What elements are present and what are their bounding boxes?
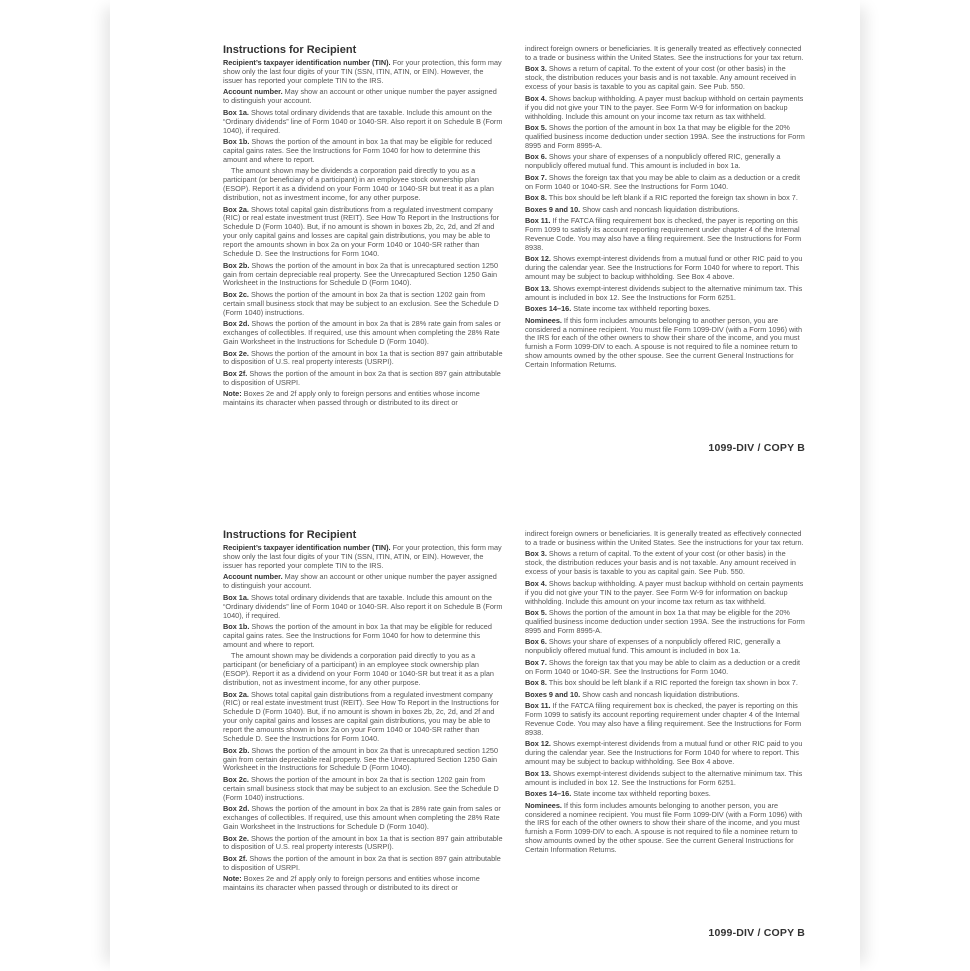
esop-paragraph: The amount shown may be dividends a corporation paid directly to you as a participant (or beneficiary of a participant) in an employee stock ownership plan (ESOP). Report it as a dividend on your Form 1040 or 1040-SR but treat it as a plan distribution, not as investment income, for any other purpose. — [223, 166, 494, 203]
box-7-paragraph: Box 7. Shows the foreign tax that you may be able to claim as a deduction or a credit on Form 1040 or 1040-SR. See the Instructions for Form 1040. — [525, 657, 801, 676]
box-13-paragraph: Box 13. Shows exempt-interest dividends subject to the alternative minimum tax. This amount is included in box 12. See the Instructions for Form 6251. — [525, 768, 803, 787]
nominees-paragraph: Nominees. If this form includes amounts belonging to another person, you are considered a nominee recipient. You must file Form 1099-DIV (with a Form 1096) with the IRS for each of the other owners to show their share of the income, and you must furnish a Form 1099-DIV to each. A spouse is not required to file a nominee return to show amounts owned by the other spouse. See the current General Instructions for Certain Information Returns. — [525, 800, 803, 855]
right-column — [525, 530, 805, 858]
box-1b-paragraph: Box 1b. Shows the portion of the amount in box 1a that may be eligible for reduced capital gains rates. See the Instructions for Form 1040 for how to determine this amount and where to report. — [223, 137, 492, 164]
continuation-paragraph: indirect foreign owners or beneficiaries. It is generally treated as effectively connected to a trade or business within the United States. See the instructions for your tax return. — [525, 529, 804, 547]
instructions-title: Instructions for Recipient — [223, 44, 357, 56]
box-2d-paragraph: Box 2d. Shows the portion of the amount in box 2a that is 28% rate gain from sales or exchanges of collectibles. If required, use this amount when completing the 28% Rate Gain Worksheet in the Instructions for Schedule D (Form 1040). — [223, 804, 501, 832]
box-2e-paragraph: Box 2e. Shows the portion of the amount in box 1a that is section 897 gain attributable to disposition of U.S. real property interests (USRPI). — [223, 833, 503, 852]
box-1a-paragraph: Box 1a. Shows total ordinary dividends that are taxable. Include this amount on the “Ordinary dividends” line of Form 1040 or 1040-SR. Also report it on Schedule B (Form 1040), if required. — [223, 107, 503, 135]
left-column — [223, 529, 503, 896]
box-12-paragraph: Box 12. Shows exempt-interest dividends from a mutual fund or other RIC paid to you during the calendar year. See the Instructions for Form 1040 for where to report. This amount may be subject to backup withholding. See Box 4 above. — [525, 739, 803, 767]
box-8-paragraph: Box 8. This box should be left blank if a RIC reported the foreign tax shown in box 7. — [525, 678, 798, 688]
box-8-paragraph: Box 8. This box should be left blank if a RIC reported the foreign tax shown in box 7. — [525, 193, 798, 203]
box-4-paragraph: Box 4. Shows backup withholding. A payer must backup withhold on certain payments if you did not give your TIN to the payer. See Form W-9 for information on backup withholding. Include this amount on your income tax return as tax withheld. — [525, 93, 804, 121]
box-7-paragraph: Box 7. Shows the foreign tax that you may be able to claim as a deduction or a credit on Form 1040 or 1040-SR. See the Instructions for Form 1040. — [525, 172, 801, 191]
nominees-paragraph: Nominees. If this form includes amounts belonging to another person, you are considered a nominee recipient. You must file Form 1099-DIV (with a Form 1096) with the IRS for each of the other owners to show their share of the income, and you must furnish a Form 1099-DIV to each. A spouse is not required to file a nominee return to show amounts owned by the other spouse. See the current General Instructions for Certain Information Returns. — [525, 315, 803, 370]
box-2f-paragraph: Box 2f. Shows the portion of the amount in box 2a that is section 897 gain attributable to disposition of USRPI. — [223, 853, 501, 872]
box-2f-paragraph: Box 2f. Shows the portion of the amount in box 2a that is section 897 gain attributable to disposition of USRPI. — [223, 368, 501, 387]
form-page — [110, 0, 860, 971]
box-2b-paragraph: Box 2b. Shows the portion of the amount in box 2a that is unrecaptured section 1250 gain from certain depreciable real property. See the Unrecaptured Section 1250 Gain Worksheet in the Instructions for Schedule D (Form 1040). — [223, 260, 499, 288]
box-12-paragraph: Box 12. Shows exempt-interest dividends from a mutual fund or other RIC paid to you during the calendar year. See the Instructions for Form 1040 for where to report. This amount may be subject to backup withholding. See Box 4 above. — [525, 254, 803, 282]
boxes-9-10-paragraph: Boxes 9 and 10. Show cash and noncash liquidation distributions. — [525, 689, 740, 699]
left-column — [223, 44, 503, 411]
boxes-14-16-paragraph: Boxes 14–16. State income tax withheld reporting boxes. — [525, 789, 711, 799]
box-2b-paragraph: Box 2b. Shows the portion of the amount in box 2a that is unrecaptured section 1250 gain from certain depreciable real property. See the Unrecaptured Section 1250 Gain Worksheet in the Instructions for Schedule D (Form 1040). — [223, 745, 499, 773]
box-3-paragraph: Box 3. Shows a return of capital. To the extent of your cost (or other basis) in the stock, the distribution reduces your basis and is not taxable. Any amount received in excess of your basis is taxable to you as capital gain. See Pub. 550. — [525, 549, 796, 577]
note-paragraph: Note: Boxes 2e and 2f apply only to foreign persons and entities whose income maintains its character when passed through or distributed to its direct or — [223, 389, 480, 408]
continuation-paragraph: indirect foreign owners or beneficiaries. It is generally treated as effectively connected to a trade or business within the United States. See the instructions for your tax return. — [525, 44, 804, 62]
account-number-paragraph: Account number. May show an account or other unique number the payer assigned to distinguish your account. — [223, 572, 497, 591]
box-5-paragraph: Box 5. Shows the portion of the amount in box 1a that may be eligible for the 20% qualified business income deduction under section 199A. See the instructions for Form 8995 and Form 8995-A. — [525, 608, 805, 635]
instructions-copy-top — [223, 44, 803, 474]
box-2d-paragraph: Box 2d. Shows the portion of the amount in box 2a that is 28% rate gain from sales or exchanges of collectibles. If required, use this amount when completing the 28% Rate Gain Worksheet in the Instructions for Schedule D (Form 1040). — [223, 319, 501, 347]
box-13-paragraph: Box 13. Shows exempt-interest dividends subject to the alternative minimum tax. This amount is included in box 12. See the Instructions for Form 6251. — [525, 283, 803, 302]
box-11-paragraph: Box 11. If the FATCA filing requirement box is checked, the payer is reporting on this Form 1099 to satisfy its account reporting requirement under chapter 4 of the Internal Revenue Code. You may also have a filing requirement. See the Instructions for Form 8938. — [525, 701, 802, 737]
box-2c-paragraph: Box 2c. Shows the portion of the amount in box 2a that is section 1202 gain from certain small business stock that may be subject to an exclusion. See the Schedule D (Form 1040) instructions. — [223, 289, 499, 317]
copy-label: 1099-DIV / COPY B — [708, 927, 805, 939]
box-2e-paragraph: Box 2e. Shows the portion of the amount in box 1a that is section 897 gain attributable to disposition of U.S. real property interests (USRPI). — [223, 348, 503, 367]
account-number-paragraph: Account number. May show an account or other unique number the payer assigned to distinguish your account. — [223, 87, 497, 106]
box-1b-paragraph: Box 1b. Shows the portion of the amount in box 1a that may be eligible for reduced capital gains rates. See the Instructions for Form 1040 for how to determine this amount and where to report. — [223, 622, 492, 649]
boxes-14-16-paragraph: Boxes 14–16. State income tax withheld reporting boxes. — [525, 304, 711, 314]
box-1a-paragraph: Box 1a. Shows total ordinary dividends that are taxable. Include this amount on the “Ordinary dividends” line of Form 1040 or 1040-SR. Also report it on Schedule B (Form 1040), if required. — [223, 592, 503, 620]
box-2c-paragraph: Box 2c. Shows the portion of the amount in box 2a that is section 1202 gain from certain small business stock that may be subject to an exclusion. See the Schedule D (Form 1040) instructions. — [223, 774, 499, 802]
esop-paragraph: The amount shown may be dividends a corporation paid directly to you as a participant (or beneficiary of a participant) in an employee stock ownership plan (ESOP). Report it as a dividend on your Form 1040 or 1040-SR but treat it as a plan distribution, not as investment income, for any other purpose. — [223, 651, 494, 688]
box-5-paragraph: Box 5. Shows the portion of the amount in box 1a that may be eligible for the 20% qualified business income deduction under section 199A. See the instructions for Form 8995 and Form 8995-A. — [525, 123, 805, 150]
copy-label: 1099-DIV / COPY B — [708, 442, 805, 454]
box-6-paragraph: Box 6. Shows your share of expenses of a nonpublicly offered RIC, generally a nonpublicly offered mutual fund. This amount is included in box 1a. — [525, 637, 781, 656]
instructions-title: Instructions for Recipient — [223, 529, 357, 541]
box-6-paragraph: Box 6. Shows your share of expenses of a nonpublicly offered RIC, generally a nonpublicly offered mutual fund. This amount is included in box 1a. — [525, 152, 781, 171]
instructions-copy-bottom — [223, 529, 803, 959]
box-4-paragraph: Box 4. Shows backup withholding. A payer must backup withhold on certain payments if you did not give your TIN to the payer. See Form W-9 for information on backup withholding. Include this amount on your income tax return as tax withheld. — [525, 578, 804, 606]
box-2a-paragraph: Box 2a. Shows total capital gain distributions from a regulated investment company (RIC) or real estate investment trust (REIT). See How To Report in the Instructions for Schedule D (Form 1040). But, if no amount is shown in boxes 2b, 2c, 2d, and 2f and your only capital gains and losses are capital gain distributions, you may be able to report the amounts shown in box 2a on your Form 1040 or 1040-SR rather than Schedule D. See the Instructions for Form 1040. — [223, 689, 500, 744]
tin-paragraph: Recipient’s taxpayer identification number (TIN). For your protection, this form may show only the last four digits of your TIN (SSN, ITIN, ATIN, or EIN). However, the issuer has reported your complete TIN to the IRS. — [223, 543, 502, 570]
right-column — [525, 45, 805, 373]
box-3-paragraph: Box 3. Shows a return of capital. To the extent of your cost (or other basis) in the stock, the distribution reduces your basis and is not taxable. Any amount received in excess of your basis is taxable to you as capital gain. See Pub. 550. — [525, 64, 796, 92]
box-2a-paragraph: Box 2a. Shows total capital gain distributions from a regulated investment company (RIC) or real estate investment trust (REIT). See How To Report in the Instructions for Schedule D (Form 1040). But, if no amount is shown in boxes 2b, 2c, 2d, and 2f and your only capital gains and losses are capital gain distributions, you may be able to report the amounts shown in box 2a on your Form 1040 or 1040-SR rather than Schedule D. See the Instructions for Form 1040. — [223, 204, 500, 259]
tin-paragraph: Recipient’s taxpayer identification number (TIN). For your protection, this form may show only the last four digits of your TIN (SSN, ITIN, ATIN, or EIN). However, the issuer has reported your complete TIN to the IRS. — [223, 58, 502, 85]
note-paragraph: Note: Boxes 2e and 2f apply only to foreign persons and entities whose income maintains its character when passed through or distributed to its direct or — [223, 874, 480, 893]
box-11-paragraph: Box 11. If the FATCA filing requirement box is checked, the payer is reporting on this Form 1099 to satisfy its account reporting requirement under chapter 4 of the Internal Revenue Code. You may also have a filing requirement. See the Instructions for Form 8938. — [525, 216, 802, 252]
boxes-9-10-paragraph: Boxes 9 and 10. Show cash and noncash liquidation distributions. — [525, 204, 740, 214]
